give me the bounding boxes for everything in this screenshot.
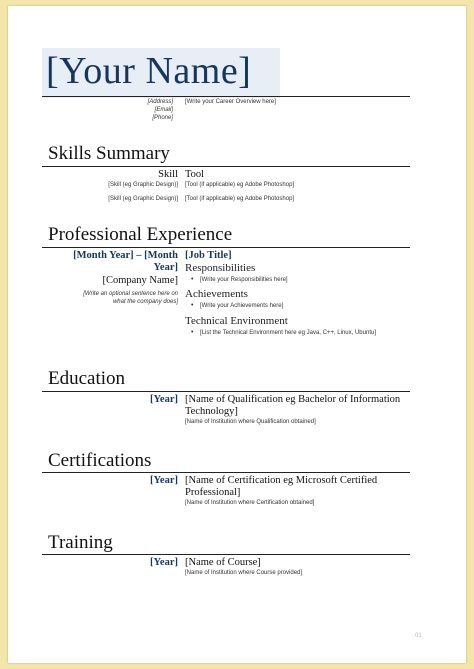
education-rule	[42, 391, 410, 392]
training-rule	[42, 554, 410, 555]
qualification-line-1: [Name of Qualification eg Bachelor of Information	[185, 394, 401, 405]
skill-column-header: Skill	[158, 169, 178, 180]
resume-name: [Your Name]	[46, 50, 252, 92]
training-year: [Year]	[150, 557, 178, 568]
responsibilities-bullet: • [Write your Responsibilities here]	[200, 277, 288, 283]
certification-year: [Year]	[150, 475, 178, 486]
experience-section-title: Professional Experience	[48, 224, 233, 245]
company-name: [Company Name]	[102, 275, 178, 286]
skills-rule	[42, 166, 410, 167]
experience-date-line-1: [Month Year] – [Month	[73, 250, 178, 261]
certification-line-1: [Name of Certification eg Microsoft Certified	[185, 475, 378, 486]
tool-row-1: [Tool (if applicable) eg Adobe Photoshop]	[185, 182, 295, 188]
achievements-label: Achievements	[185, 288, 248, 300]
technical-environment-label: Technical Environment	[185, 315, 288, 327]
education-section-title: Education	[48, 368, 126, 389]
qualification-line-2: Technology]	[185, 406, 238, 417]
tool-column-header: Tool	[185, 169, 205, 180]
tool-row-2: [Tool (if applicable) eg Adobe Photoshop]	[185, 196, 295, 202]
certifications-rule	[42, 472, 410, 473]
company-description-line-1: [Write an optional sentence here on	[83, 291, 178, 297]
training-section-title: Training	[48, 532, 113, 553]
certification-institution: [Name of Institution where Certification obtained]	[185, 500, 315, 506]
achievements-bullet: • [Write your Achievements here]	[200, 303, 283, 309]
header-rule	[42, 96, 410, 97]
certification-line-2: Professional]	[185, 487, 241, 498]
experience-rule	[42, 247, 410, 248]
page-number: 01	[415, 633, 422, 639]
responsibilities-label: Responsibilities	[185, 262, 256, 274]
certifications-section-title: Certifications	[48, 450, 152, 471]
skill-row-2: [Skill (eg Graphic Design)]	[108, 196, 178, 202]
technical-environment-bullet: • [List the Technical Environment here eg Java, C++, Linux, Ubuntu]	[200, 330, 376, 336]
skills-section-title: Skills Summary	[48, 143, 170, 164]
education-year: [Year]	[150, 394, 178, 405]
education-institution: [Name of Institution where Qualification obtained]	[185, 419, 316, 425]
course-name: [Name of Course]	[185, 557, 261, 568]
company-description-line-2: what the company does]	[112, 299, 178, 305]
address-field: [Address]	[147, 99, 173, 105]
skill-row-1: [Skill (eg Graphic Design)]	[108, 182, 178, 188]
job-title: [Job Title]	[185, 250, 232, 261]
email-field: [Email]	[154, 107, 173, 113]
training-institution: [Name of Institution where Course provided]	[185, 570, 303, 576]
phone-field: [Phone]	[152, 115, 173, 121]
career-overview: [Write your Career Overview here]	[185, 99, 276, 105]
experience-date-line-2: Year]	[153, 262, 178, 273]
